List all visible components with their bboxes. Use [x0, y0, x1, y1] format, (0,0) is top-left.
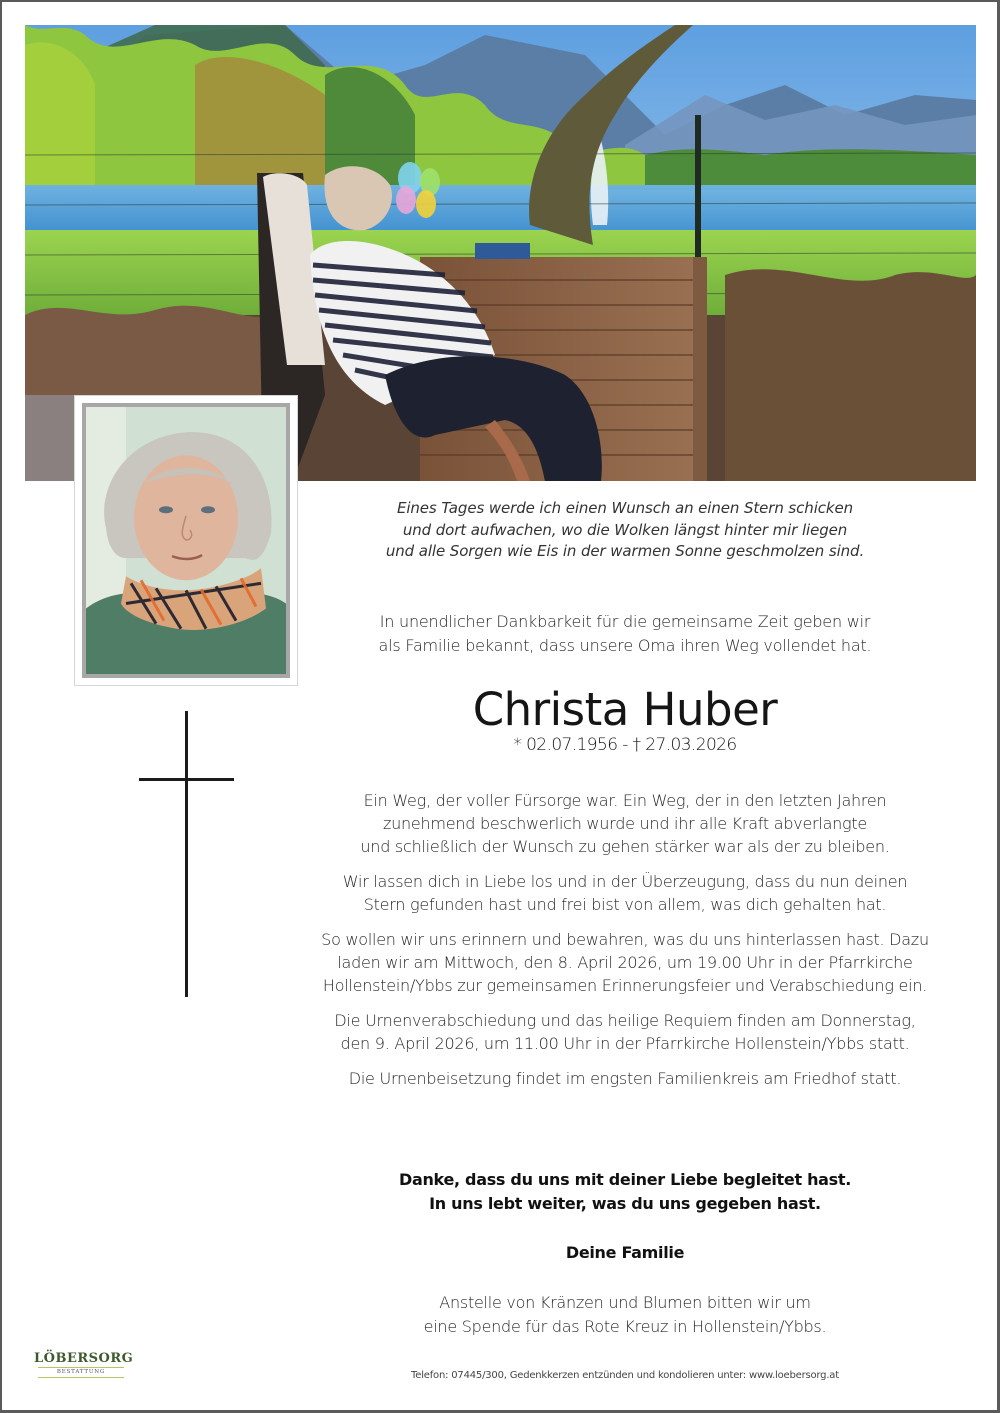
quote-line: und alle Sorgen wie Eis in der warmen Sonne geschmolzen sind. [385, 542, 865, 560]
portrait-illustration [86, 407, 286, 674]
logo-divider [38, 1377, 124, 1378]
cross-icon [139, 711, 234, 997]
portrait-photo [82, 403, 290, 678]
body-paragraph [300, 870, 950, 916]
logo-name: LÖBERSORG [34, 1351, 134, 1366]
body-paragraph [300, 789, 950, 858]
closing-line: In uns lebt weiter, was du uns gegeben hast. [429, 1193, 821, 1213]
body-line: Ein Weg, der voller Fürsorge war. Ein Weg, der in den letzten Jahren [363, 791, 887, 810]
body-paragraph-burial [300, 1067, 950, 1090]
announcement-intro [300, 610, 950, 657]
body-line: laden wir am Mittwoch, den 8. April 2026, um 19.00 Uhr in der Pfarrkirche [337, 953, 913, 972]
obituary-body [300, 789, 950, 1102]
funeral-home-logo [34, 1351, 134, 1379]
body-line: Hollenstein/Ybbs zur gemeinsamen Erinnerungsfeier und Verabschiedung ein. [322, 976, 928, 995]
body-line: und schließlich der Wunsch zu gehen stärker war als der zu bleiben. [360, 837, 890, 856]
body-line: So wollen wir uns erinnern und bewahren, was du uns hinterlassen hast. Dazu [321, 930, 929, 949]
family-signature: Deine Familie [565, 1243, 685, 1262]
body-line: Stern gefunden hast und frei bist von allem, was dich gehalten hat. [363, 895, 887, 914]
body-line: Die Urnenverabschiedung und das heilige Requiem finden am Donnerstag, [334, 1011, 916, 1030]
intro-line: als Familie bekannt, dass unsere Oma ihren Weg vollendet hat. [378, 635, 872, 655]
logo-subtitle: BESTATTUNG [56, 1369, 106, 1375]
body-line: Die Urnenbeisetzung findet im engsten Familienkreis am Friedhof statt. [348, 1069, 902, 1088]
body-paragraph-requiem [300, 1009, 950, 1055]
cross-horizontal-beam [139, 778, 234, 781]
portrait-frame [74, 395, 298, 686]
donation-line: Anstelle von Kränzen und Blumen bitten wir um [439, 1293, 811, 1312]
opening-quote [300, 498, 950, 563]
deceased-block [300, 684, 950, 756]
body-line: zunehmend beschwerlich wurde und ihr alle Kraft abverlangte [383, 814, 867, 833]
footer-contact: Telefon: 07445/300, Gedenkkerzen entzünden und kondolieren unter: www.loebersorg.at [411, 1370, 839, 1381]
closing-words [300, 1168, 950, 1215]
donation-line: eine Spende für das Rote Kreuz in Hollenstein/Ybbs. [423, 1316, 827, 1336]
logo-divider [38, 1367, 124, 1368]
closing-line: Danke, dass du uns mit deiner Liebe begleitet hast. [398, 1170, 852, 1189]
donation-request [300, 1291, 950, 1338]
quote-line: Eines Tages werde ich einen Wunsch an einen Stern schicken [396, 499, 854, 517]
body-line: Wir lassen dich in Liebe los und in der Überzeugung, dass du nun deinen [342, 872, 908, 891]
life-dates: * 02.07.1956 - † 27.03.2026 [513, 735, 737, 755]
quote-line: und dort aufwachen, wo die Wolken längst hinter mir liegen [402, 520, 848, 539]
body-paragraph-ceremony [300, 928, 950, 997]
deceased-name: Christa Huber [472, 683, 778, 736]
cross-vertical-beam [185, 711, 188, 997]
body-line: den 9. April 2026, um 11.00 Uhr in der Pfarrkirche Hollenstein/Ybbs statt. [340, 1034, 910, 1053]
intro-line: In unendlicher Dankbarkeit für die gemeinsame Zeit geben wir [379, 612, 871, 631]
